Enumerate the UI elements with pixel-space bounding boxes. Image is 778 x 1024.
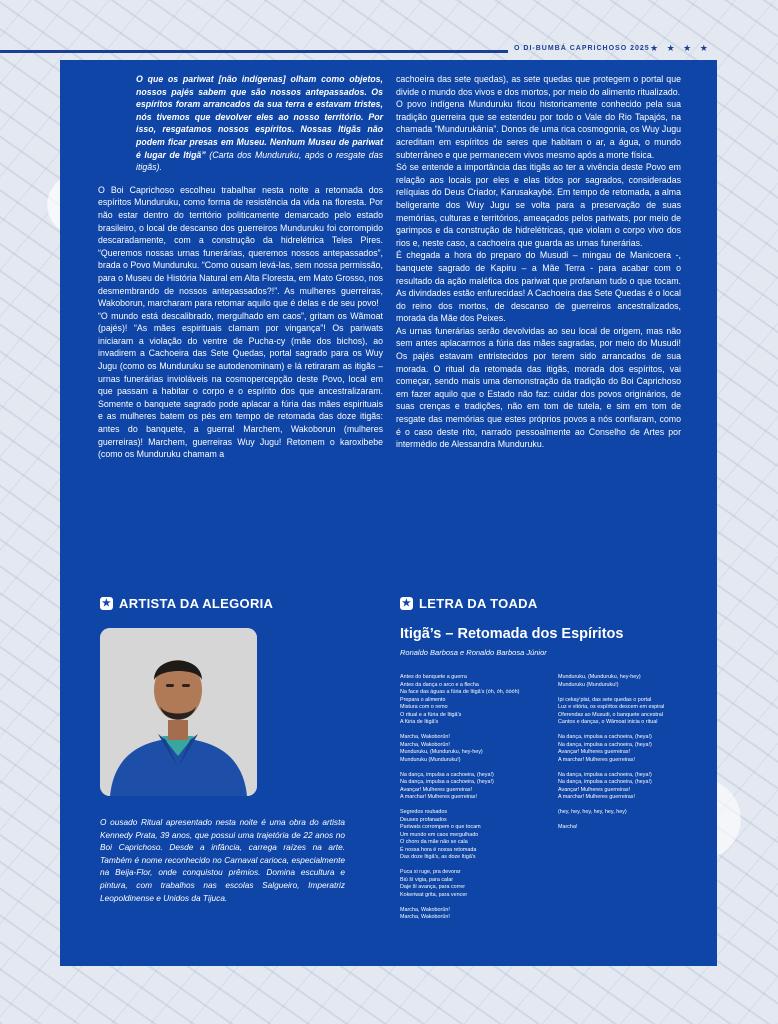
left-paragraph: O Boi Caprichoso escolheu trabalhar nesta noite a retomada dos espíritos Munduruku, como forma de resistência da vida na floresta. Por não estar dentro do território politicamente demarcado pelo estado brasileiro, o local de descanso dos guerreiros Munduruku foi corrompido descaradamente, com a construção da hidrelétrica Teles Pires. “Queremos nossas urnas funerárias, queremos nossos antepassados”, brada o Povo Munduruku. “Como ousam levá-las, sem nossa permissão, para o Museu de História Natural em Alta Floresta, em Mato Grosso, nos desmembrando de nossos antepassados?!”. As mulheres guerreiras, Wakoborun, marcharam para retomar aquilo que é delas e de seu povo! [98, 184, 383, 309]
lyrics-column-1 [400, 674, 570, 929]
lyrics-line: Segredos roubados [400, 809, 448, 815]
lyrics-line: O choro da mãe não se cala [400, 839, 468, 845]
artist-section-title: ARTISTA DA ALEGORIA [119, 596, 274, 611]
lyrics-line: Na dança, impulsa a cachoeira, (heya!) [558, 741, 652, 748]
lyrics-stanza [558, 734, 708, 764]
lyrics-stanza [400, 907, 570, 922]
lyrics-line: Pariwats corrompem o que tocam [400, 824, 481, 830]
lyrics-line: Marcha, Wakoborûn! [400, 734, 450, 740]
lyrics-stanza [400, 869, 570, 899]
star-icon: ★ [101, 597, 112, 609]
lyrics-line: Prepara o alimento [400, 696, 446, 703]
quote-text: O que os pariwat [não indígenas] olham como objetos, nossos pajés sabem que são nossos antepassados. Os espíritos foram arrancados da sua terra e estavam tristes, nós tivemos que devolver eles ao nosso território. Por isso, resgatamos nossos espíritos. Nossas Itigãs não podem ficar presas em Museu. Nenhum Museu de pariwat é lugar de Itigã” [136, 74, 383, 160]
lyrics-line: A fúria de Itigã’s [400, 719, 439, 725]
lyrics-line: Deuses profanados [400, 816, 447, 823]
lyrics-line: Luz e vitória, os espíritos descem em espiral [558, 704, 665, 710]
lyrics-line: Antes do banquete a guerra [400, 674, 467, 680]
lyrics-line: Marcha! [558, 824, 578, 830]
lyrics-line: Puca xi ruge, pra devorar [400, 869, 461, 875]
lyrics-line: Mistura com o remo [400, 704, 448, 710]
lyrics-stanza [400, 772, 570, 802]
portrait-illustration [100, 628, 257, 796]
content-panel [60, 60, 717, 966]
right-paragraph: É chegada a hora do preparo do Musudi – mingau de Manicoera -, banquete sagrado de Kapiru – a Mãe Terra - para acabar com o resultado da ação maléfica dos pariwat que profanam tudo o que tocam. As divindades estão enfurecidas! A Cachoeira das Sete Quedas é o local do reino dos mortos, de descanso de guerreiros ancestralizados, morada da Mãe dos Peixes. [396, 250, 681, 324]
header-rule [0, 50, 508, 53]
header-title: O DI-BUMBÁ CAPRICHOSO 2025 [514, 45, 650, 52]
lyrics-line: Avançar! Mulheres guerreiras! [400, 786, 473, 793]
lyrics-line: Na dança, impulsa a cachoeira, (heya!) [558, 734, 652, 740]
star-icon: ★ [401, 597, 412, 609]
lyrics-stanza [400, 734, 570, 764]
artist-photo [100, 628, 257, 796]
lyrics-line: Munduruku (Munduruku!) [558, 681, 619, 688]
lyrics-stanza [558, 824, 708, 832]
lyrics-line: Kokeriwat grita, para vencer [400, 891, 468, 898]
lyrics-section-title: LETRA DA TOADA [419, 596, 538, 611]
lyrics-line: Ipi cekay’plat, das sete quedas o portal [558, 696, 652, 703]
song-title: Itigã’s – Retomada dos Espíritos [400, 626, 624, 642]
lyrics-stanza [558, 697, 708, 727]
lyrics-line: Daje ší avança, para correr [400, 884, 466, 890]
right-column [396, 73, 681, 451]
lyrics-stanza [400, 809, 570, 862]
lyrics-line: Na dança, impulsa a cachoeira, (heya!) [400, 771, 494, 778]
lyrics-line: Um mundo em caos mergulhado [400, 831, 479, 838]
lyrics-line: Oferendas ao Musudi, o banquete ancestral [558, 711, 663, 718]
lyrics-stanza [400, 674, 570, 727]
lyrics-line: É nossa hora é nossa retomada [400, 846, 477, 853]
lyrics-line: Marcha, Wakoborûn! [400, 906, 450, 913]
right-paragraph: cachoeira das sete quedas), as sete quedas que protegem o portal que divide o mundo dos vivos e dos mortos, por meio do alimento ritualizado. [396, 74, 681, 97]
lyrics-line: Avançar! Mulheres guerreiras! [558, 749, 631, 755]
right-paragraph: Só se entende a importância das itigãs ao ter a vivência deste Povo em relação aos locais por eles e elas tidos por sagrados, consideradas relíquias do Deus Criador, Karusakaybé. Em tempo de retomada, a alma beligerante dos Wuy Jugu se volta para a preservação de suas memórias, culturas e territórios, ameaçados pelos pariwats, por meio de garimpos e da construção de hidrelétricas, que violam o corpo vivo dos rios e, neste caso, a cachoeira que guarda as urnas funerárias. [396, 162, 681, 248]
lyrics-line: Na dança, impulsa a cachoeira, (heya!) [558, 779, 652, 785]
quote-attribution: (Carta dos Munduruku, após o resgate das itigãs). [136, 149, 383, 173]
lyrics-line: Munduruku (Munduruku!) [400, 756, 461, 763]
lyrics-line: Das doze Itigã’s, as doze Itigã’s [400, 854, 476, 860]
right-paragraph: O povo indígena Munduruku ficou historicamente conhecido pela sua tradição guerreira que se estendeu por todo o Vale do Rio Tapajós, na chamada “Mundurukânia”. Donos de uma rica cosmogonia, os Wuy Jugu acreditam em espíritos de seres que habitam o ar, a água, o mundo subterrâneo e que permanecem vivos mesmo após a morte física. [396, 99, 681, 160]
lyrics-line: Avançar! Mulheres guerreiras! [558, 786, 631, 793]
lyrics-line: Na dança, impulsa a cachoeira, (heya!) [558, 771, 652, 778]
lyrics-line: A marchar! Mulheres guerreiras! [400, 794, 477, 800]
artist-bio: O ousado Ritual apresentado nesta noite é uma obra do artista Kennedy Prata, 39 anos, que possui uma trajetória de 22 anos no Boi Caprichoso. Desde a infância, carrega raízes na arte. Também é nome reconhecido no Carnaval carioca, especialmente na Beija-Flor, onde conquistou prêmios. Domina escultura e pintura, com trabalhos nas escolas Salgueiro, Imperatriz Leopoldinense e Unidos da Tijuca. [100, 817, 345, 903]
lyrics-stanza [558, 674, 708, 689]
lyrics-line: Munduruku, (Munduruku, hey-hey) [400, 749, 483, 755]
song-authors: Ronaldo Barbosa e Ronaldo Barbosa Júnior [400, 648, 547, 657]
lyrics-line: Na dança, impulsa a cachoeira, (heya!) [400, 779, 494, 785]
header-stars: ★ ★ ★ ★ [650, 43, 711, 53]
lyrics-line: Antes da dança o arco e a flecha [400, 681, 479, 688]
lyrics-line: Munduruku, (Munduruku, hey-hey) [558, 674, 641, 680]
lyrics-line: (hey, hey, hey, hey, hey, hey) [558, 809, 627, 815]
lyrics-section-heading [400, 596, 538, 611]
lyrics-column-2 [558, 674, 708, 839]
lyrics-stanza [558, 809, 708, 817]
lyrics-line: Na face das águas a fúria de Itigã’s (óh, óh, óóóh) [400, 689, 520, 695]
lyrics-line: A marchar! Mulheres guerreiras! [558, 756, 635, 763]
lyrics-line: Biú ší vigia, para calar [400, 876, 454, 883]
lyrics-line: Marcha, Wakoborûn! [400, 741, 450, 748]
lyrics-line: Marcha, Wakoborûn! [400, 914, 450, 920]
intro-quote [136, 73, 383, 174]
artist-section-heading [100, 596, 273, 611]
right-paragraph: As urnas funerárias serão devolvidas ao seu local de origem, mas não sem antes aplacarmos a fúria das mães sagradas, por meio do Musudi! Os pajés estavam entristecidos por terem sido arrancados de sua morada. O ritual da retomada das itigãs, morada dos espíritos, vai começar, sendo mais uma demonstração da tradição do Boi Caprichoso em fazer aquilo que o Estado não faz: cuidar dos povos originários, de suas crenças e tradições, não em tom de tutela, e sim em tom de resgate das memórias que estes próprios povos a nós confiaram, como é o caso deste rito, narrado pessoalmente ao Conselho de Artes por intermédio de Alessandra Munduruku. [396, 325, 681, 450]
lyrics-line: Cantos e danças, o Wãmoat inicia o ritual [558, 719, 658, 725]
left-paragraph: “O mundo está descalibrado, mergulhado em caos”, gritam os Wãmoat (pajés)! “As mães espirituais clamam por vingança”! Os pariwats iniciaram a violação do ventre de Pucha-cy (mãe dos bichos), ao invadirem a Cachoeira das Sete Quedas, portal sagrado para os Wuy Jugu (como os Munduruku se autodenominam) e lá retiraram as itigãs – urnas funerárias invioláveis na cosmopercepção deste Povo, local em que passam a habitar o corpo e o espírito dos que ancestralizaram. Somente o banquete sagrado pode aplacar a fúria das mães espirituais e as mulheres batem os pés em tempo de retomada das doze itigãs: antes do banquete, a guerra! Marchem, Wakoborun (mulheres guerreiras)! Marchem, guerreiras Wuy Jugu! Retomem o karoxibebe (como os Munduruku chamam a [98, 310, 383, 460]
lyrics-stanza [558, 772, 708, 802]
left-column [98, 73, 383, 461]
lyrics-line: O ritual e a fúria de Itigã’s [400, 711, 462, 718]
lyrics-line: A marchar! Mulheres guerreiras! [558, 794, 635, 800]
